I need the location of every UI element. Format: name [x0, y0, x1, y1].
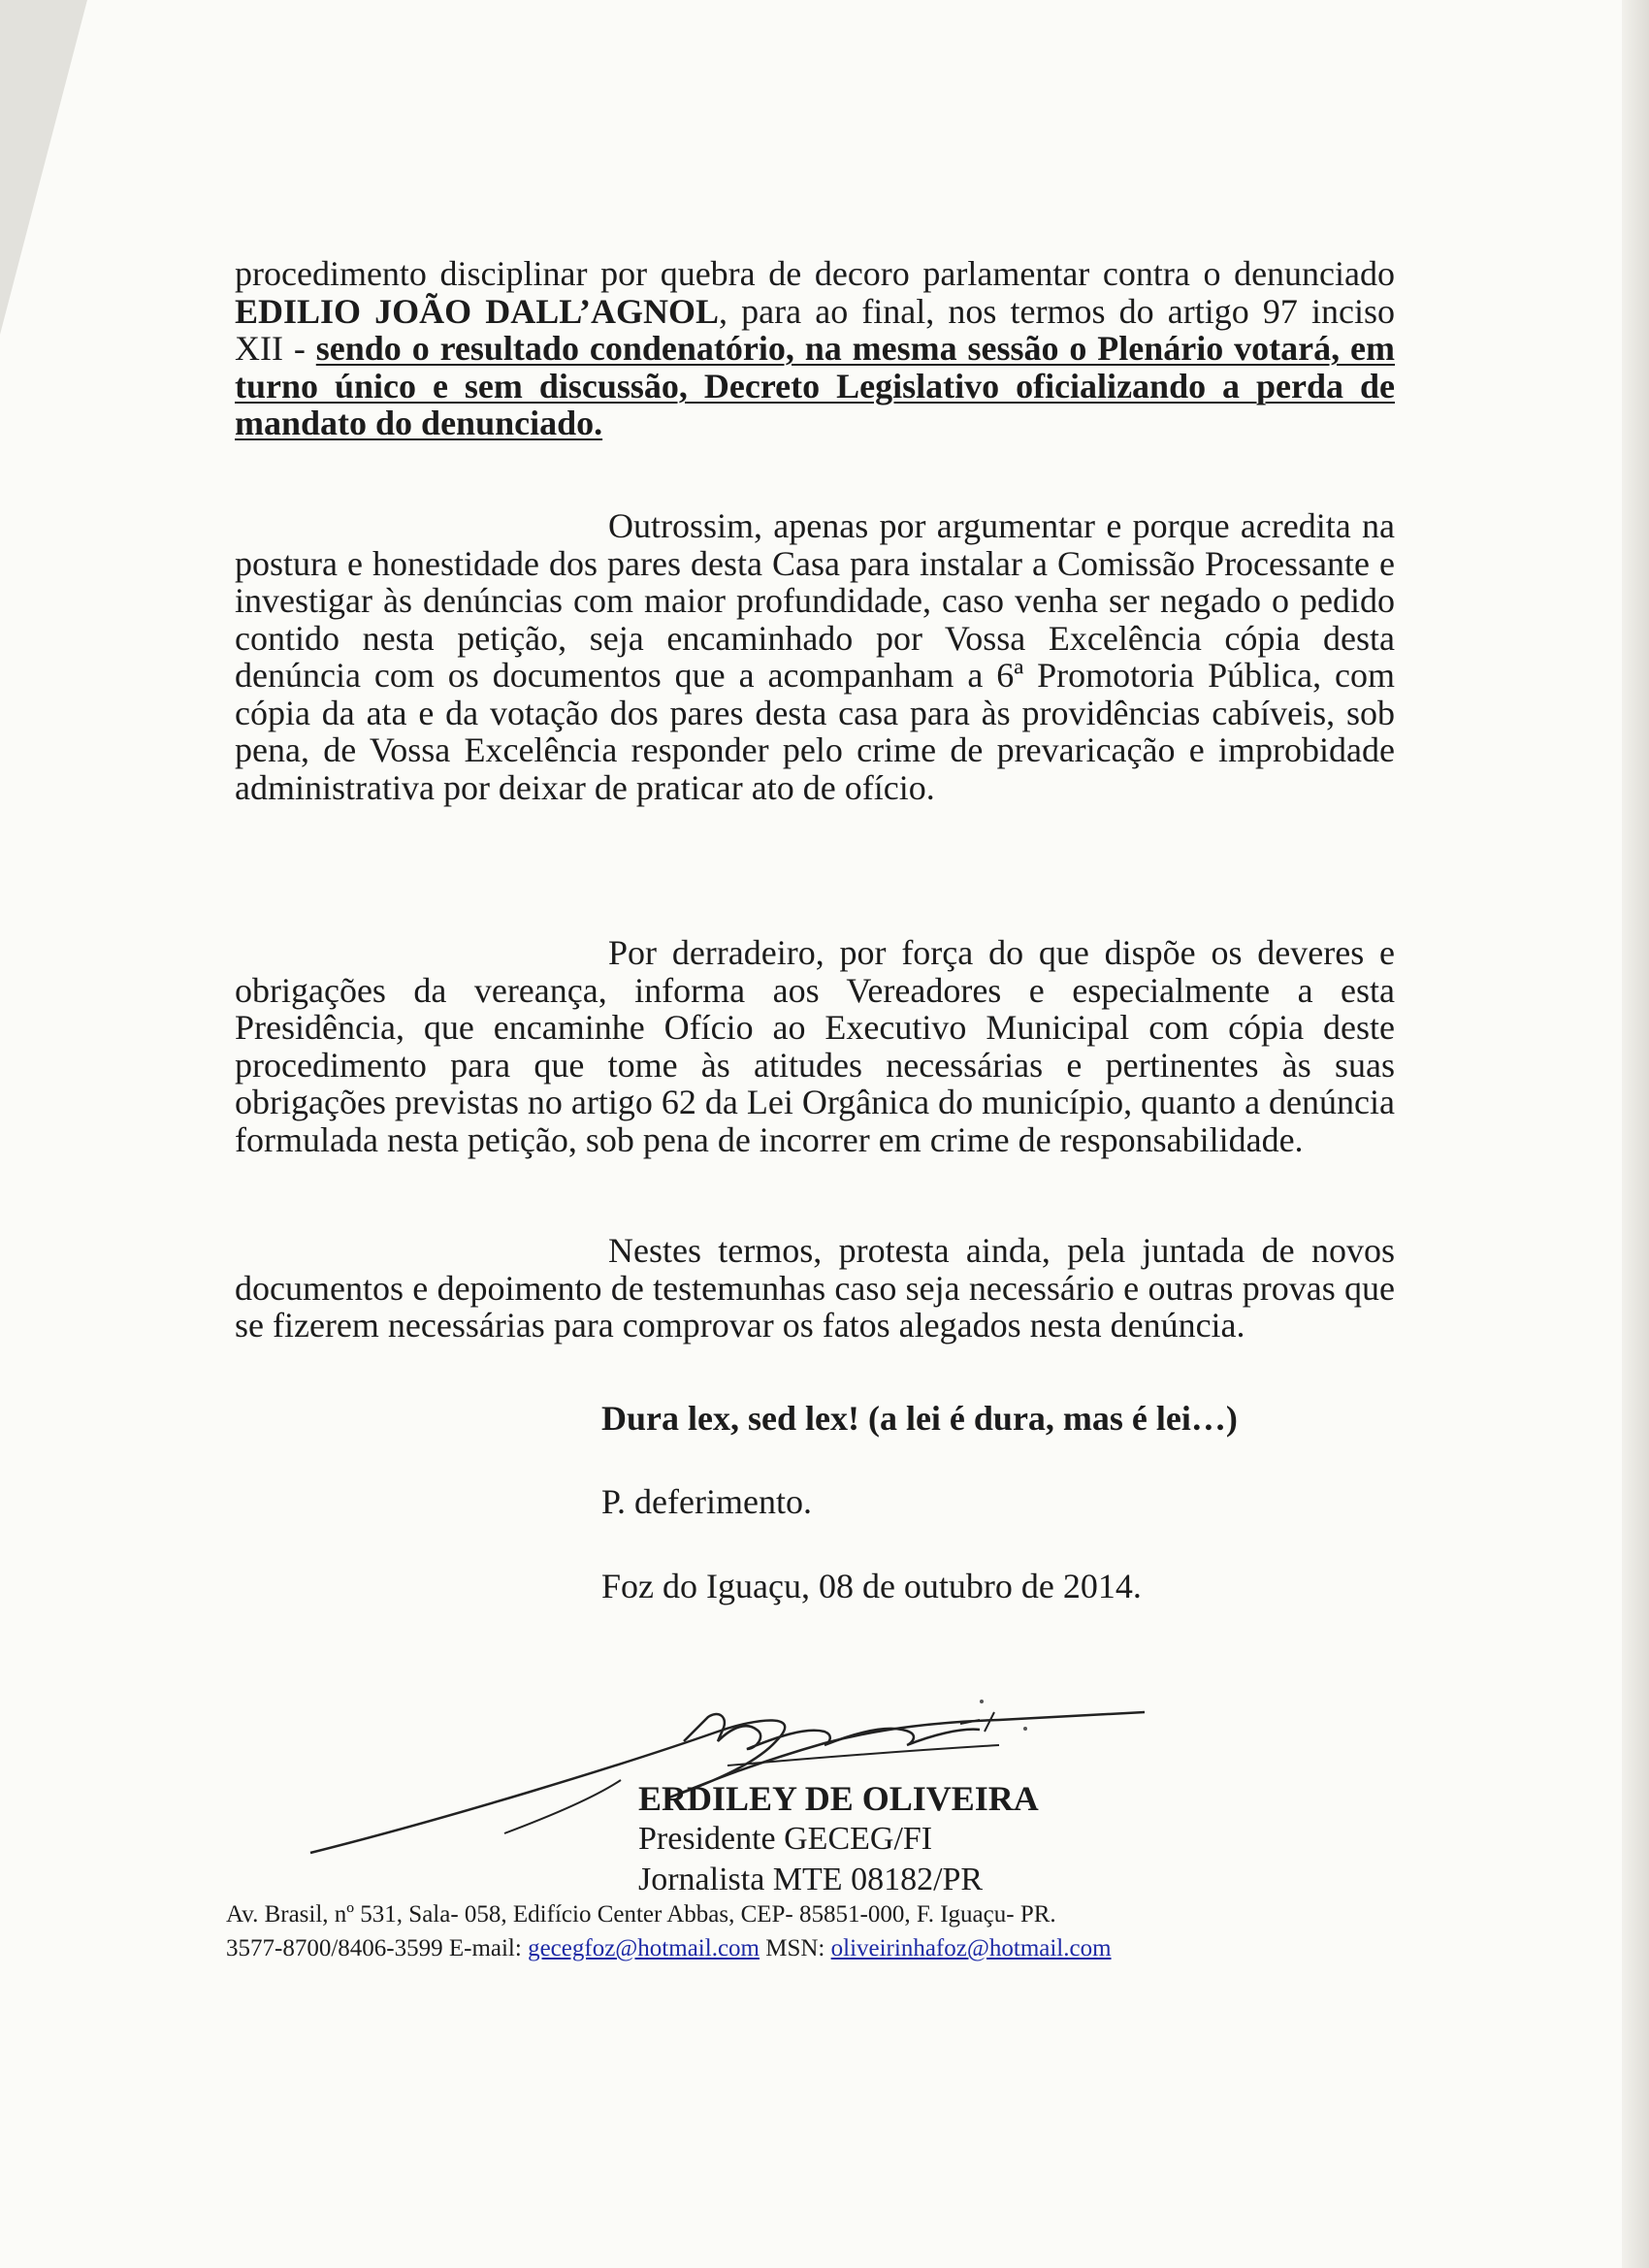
signer-registration: Jornalista MTE 08182/PR — [638, 1862, 984, 1897]
paragraph-nestes-termos: Nestes termos, protesta ainda, pela juntada de novos documentos e depoimento de testemunhas caso seja necessário e outras provas que se fizerem necessárias para comprovar os fatos alegados nesta denúncia. — [235, 1231, 1395, 1345]
accused-name: EDILIO JOÃO DALL’AGNOL — [235, 291, 720, 331]
paragraph-request-text-2: , para ao final, nos termos do artigo 97 inciso XII - — [235, 291, 1395, 368]
paragraph-request-text-1: procedimento disciplinar por quebra de decoro parlamentar contra o denunciado — [235, 254, 1395, 293]
page-edge — [1622, 0, 1649, 2268]
signature-dot — [1023, 1727, 1027, 1731]
email-link[interactable]: gecegfoz@hotmail.com — [528, 1935, 760, 1961]
msn-link[interactable]: oliveirinhafoz@hotmail.com — [830, 1935, 1112, 1961]
paragraph-request — [235, 255, 1395, 442]
latin-maxim: Dura lex, sed lex! (a lei é dura, mas é lei…) — [601, 1399, 1238, 1438]
signer-role: Presidente GECEG/FI — [638, 1821, 933, 1857]
paragraph-request-emphasis: sendo o resultado condenatório, na mesma sessão o Plenário votará, em turno único e sem discussão, Decreto Legislativo oficializando a perda de mandato do denunciado. — [235, 329, 1395, 442]
footer-msn-label: MSN: — [759, 1935, 831, 1961]
paragraph-por-derradeiro: Por derradeiro, por força do que dispõe os deveres e obrigações da vereança, informa aos Vereadores e especialmente a esta Presidência, que encaminhe Ofício ao Executivo Municipal com cópia deste procedimento para que tome às atitudes necessárias e pertinentes às suas obrigações previstas no artigo 62 da Lei Orgânica do município, quanto a denúncia formulada nesta petição, sob pena de incorrer em crime de responsabilidade. — [235, 933, 1395, 1159]
closing-deferimento: P. deferimento. — [601, 1482, 812, 1521]
footer-address: Av. Brasil, nº 531, Sala- 058, Edifício Center Abbas, CEP- 85851-000, F. Iguaçu- PR. — [226, 1901, 1056, 1928]
signature-dot — [980, 1700, 984, 1703]
place-date: Foz do Iguaçu, 08 de outubro de 2014. — [601, 1567, 1142, 1605]
paragraph-outrossim: Outrossim, apenas por argumentar e porque acredita na postura e honestidade dos pares desta Casa para instalar a Comissão Processante e investigar às denúncias com maior profundidade, caso venha ser negado o pedido contido nesta petição, seja encaminhado por Vossa Excelência cópia desta denúncia com os documentos que a acompanham a 6ª Promotoria Pública, com cópia da ata e da votação dos pares desta casa para às providências cabíveis, sob pena, de Vossa Excelência responder pelo crime de prevaricação e improbidade administrativa por deixar de praticar ato de ofício. — [235, 506, 1395, 807]
footer-phones-email-label: 3577-8700/8406-3599 E-mail: — [226, 1935, 529, 1961]
footer-contact — [226, 1934, 1112, 1963]
signer-name: ERDILEY DE OLIVEIRA — [638, 1779, 1039, 1818]
